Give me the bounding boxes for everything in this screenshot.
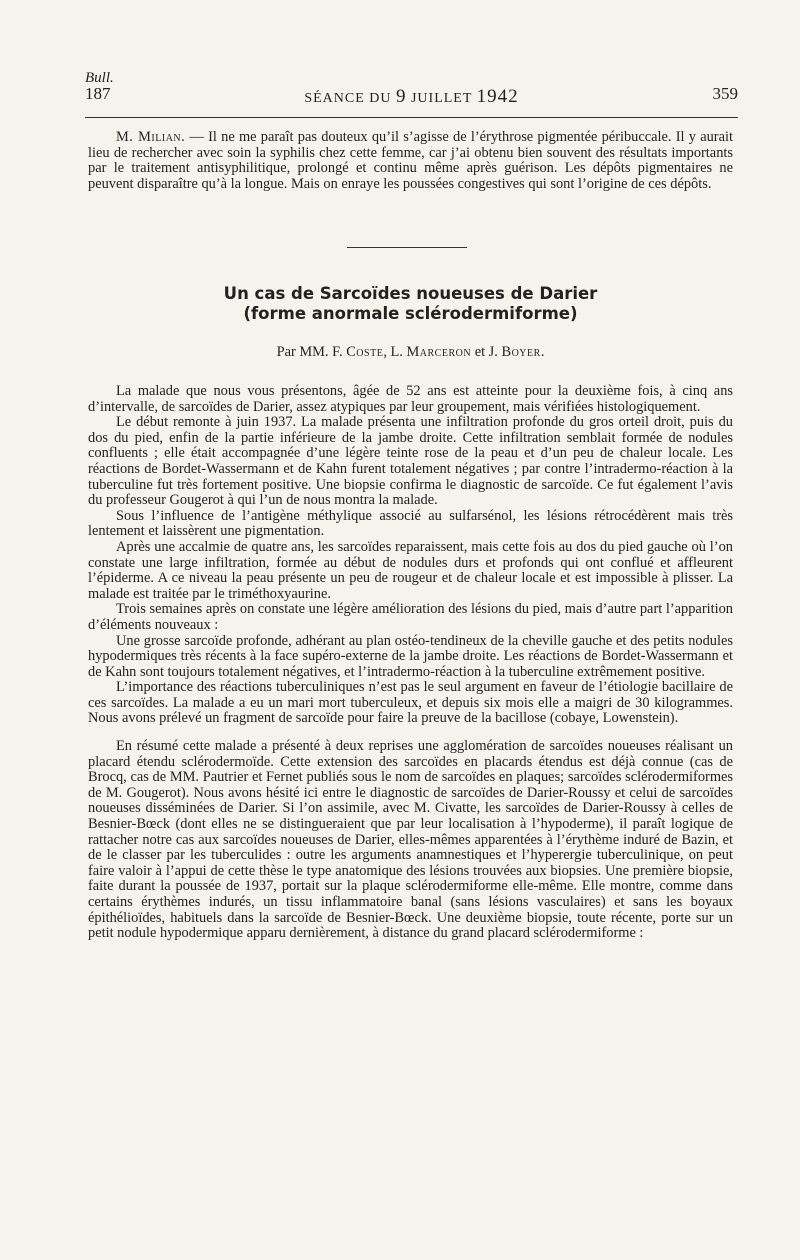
running-header <box>85 84 738 108</box>
article-body <box>88 384 733 942</box>
header-title-year: 1942 <box>476 86 519 107</box>
intro-text: — Il ne me paraît pas douteux qu’il s’agisse de l’érythrose pigmentée péribuccale. Il y aurait lieu de rechercher avec soin la syphilis chez cette femme, car j’ai obtenu bien souvent des résultats importants par le traitement antisyphilitique, prolongé et continu même après guérison. Les dépôts pigmentaires ne peuvent disparaître qu’à la longue. Mais on enraye les poussées congestives qui sont l’origine de ces dépôts. <box>88 129 733 192</box>
article-paragraph-4: Après une accalmie de quatre ans, les sarcoïdes reparaissent, mais cette fois au dos du pied gauche où l’on constate une large infiltration, formée au début de nodules durs et profonds qui ont conflué et affleurent l’épiderme. A ce niveau la peau présente un peu de rougeur et de chaleur locale et est impossible à plisser. La malade est traitée par le triméthoxyaurine. <box>88 538 733 602</box>
authors-prefix: Par MM. F. <box>276 344 347 360</box>
article-authors <box>88 344 733 361</box>
authors-sep-1: , L. <box>383 344 407 360</box>
author-marceron: Marceron <box>406 344 472 360</box>
article-paragraph-7: L’importance des réactions tuberculiniques n’est pas le seul argument en faveur de l’étiologie bacillaire de ces sarcoïdes. La malade a eu un mari mort tuberculeux, et depuis six mois elle a maigri de 30 kilogrammes. Nous avons prélevé un fragment de sarcoïde pour faire la preuve de la bacillose (cobaye, Lowenstein). <box>88 679 733 727</box>
intro-paragraph <box>88 130 733 192</box>
section-separator <box>347 247 467 248</box>
article-paragraph-1: La malade que nous vous présentons, âgée de 52 ans est atteinte pour la deuxième fois, à cinq ans d’intervalle, de sarcoïdes de Darier, assez atypiques par leur groupement, mais vérifiées histologiquement. <box>88 383 733 415</box>
article-paragraph-5: Trois semaines après on constate une légère amélioration des lésions du pied, mais d’autre part l’apparition d’éléments nouveaux : <box>88 601 733 633</box>
header-title-mid: JUILLET <box>406 91 477 106</box>
page-number-right: 359 <box>712 84 738 103</box>
article-paragraph-2: Le début remonte à juin 1937. La malade présenta une infiltration profonde du gros orteil droit, puis du dos du pied, enfin de la partie inférieure de la jambe droite. Cette infiltration semblait formée de nodules confluents ; elle était accompagnée d’une légère teinte rose de la peau et d’un peu de chaleur locale. Les réactions de Bordet-Wassermann et de Kahn furent totalement négatives ; par contre l’intradermo-réaction à la tuberculine fut très fortement positive. Une biopsie confirma le diagnostic de sarcoïde. Ce fut également l’avis du professeur Gougerot à qui l’un de nous montra la malade. <box>88 414 733 509</box>
article-title <box>88 284 733 324</box>
author-boyer: Boyer <box>501 344 541 360</box>
authors-sep-2: et J. <box>471 344 502 360</box>
article-title-line2: (forme anormale sclérodermiforme) <box>243 304 578 323</box>
journal-abbrev: Bull. <box>85 70 114 86</box>
intro-speaker: M. Milian. <box>116 129 186 145</box>
header-title-pre: SÉANCE DU <box>304 91 396 106</box>
page-number-left: 187 <box>85 84 111 103</box>
article-paragraph-8: En résumé cette malade a présenté à deux reprises une agglomération de sarcoïdes noueuses réalisant un placard étendu sclérodermoïde. Cette extension des sarcoïdes en placards étendus est déjà connue (cas de Brocq, cas de MM. Pautrier et Fernet publiés sous le nom de sarcoïdes en plaques; sarcoïdes sclérodermiformes de M. Gougerot). Nous avons hésité ici entre le diagnostic de sarcoïdes de Darier-Roussy et celui de sarcoïdes noueuses disséminées de Darier. Si l’on assimile, avec M. Civatte, les sarcoïdes de Darier-Roussy à celles de Besnier-Bœck (dont elles ne se distingueraient que par leur localisation à l’hypoderme), il paraît logique de rattacher notre cas aux sarcoïdes noueuses de Darier, elles-mêmes apparentées à l’érythème induré de Bazin, et de le classer par les tuberculides : outre les arguments anamnestiques et l’hyperergie tuberculinique, on peut faire valoir à l’appui de cette thèse le type anatomique des lésions trouvées aux biopsies. Une première biopsie, faite durant la poussée de 1937, portait sur la plaque sclérodermiforme elle-même. Elle montre, comme dans certains érythèmes indurés, un tissu inflammatoire banal (sans lésions vasculaires) et sans les boyaux épithélioïdes, habituels dans la sarcoïde de Besnier-Bœck. Une deuxième biopsie, toute récente, porte sur un petit nodule hypodermique apparu dernièrement, à distance du grand placard sclérodermiforme : <box>88 738 733 942</box>
article-title-line1: Un cas de Sarcoïdes noueuses de Darier <box>223 284 598 303</box>
article-paragraph-6: Une grosse sarcoïde profonde, adhérant au plan ostéo-tendineux de la cheville gauche et des petits nodules hypodermiques très récents à la face supéro-externe de la jambe droite. Les réactions de Bordet-Wassermann et de Kahn sont toujours totalement négatives, et l’intradermo-réaction à la tuberculine extrêmement positive. <box>88 632 733 680</box>
authors-end: . <box>540 344 545 360</box>
header-title-day: 9 <box>395 86 407 107</box>
author-coste: Coste <box>346 344 384 360</box>
header-title <box>85 86 738 108</box>
header-rule <box>85 117 738 118</box>
intro-section <box>88 130 733 192</box>
article-paragraph-3: Sous l’influence de l’antigène méthylique associé au sulfarsénol, les lésions rétrocédèrent mais très lentement et laissèrent une pigmentation. <box>88 507 733 540</box>
